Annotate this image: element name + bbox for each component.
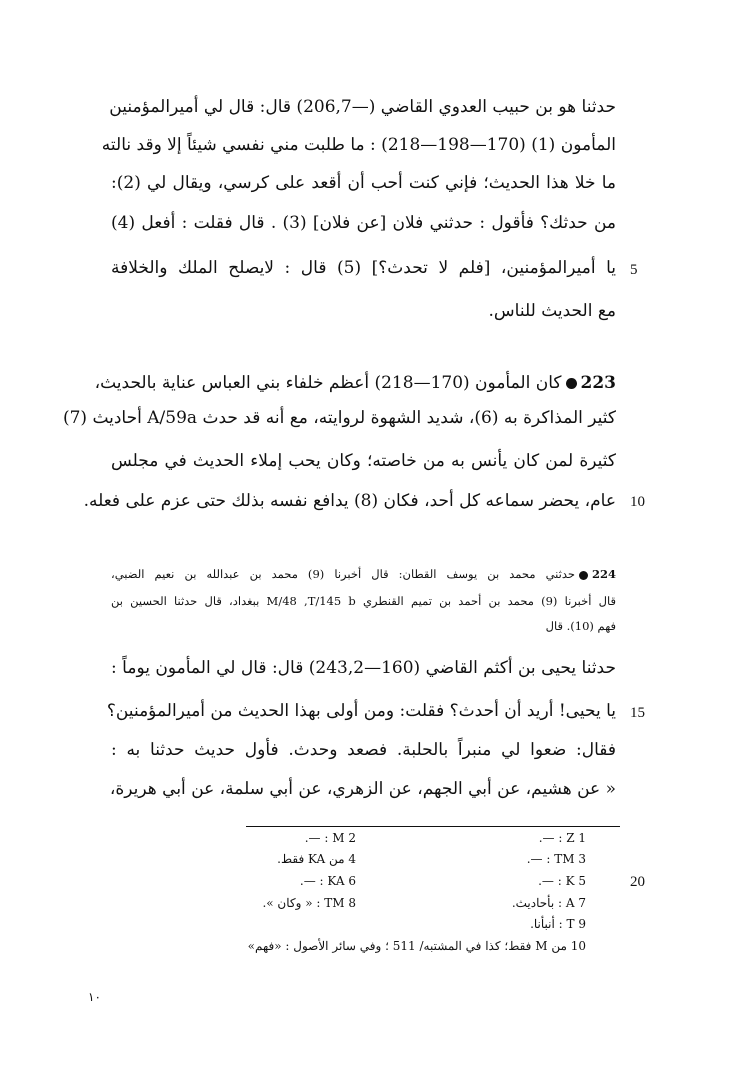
text-line: حدثنا يحيى بن أكثم القاضي (160—243,2) قال: قال لي المأمون يوماً : [111,658,616,678]
text-line: يا أميرالمؤمنين، [فلم لا تحدث؟] (5) قال : لايصلح الملك والخلافة [111,258,616,278]
text-line: كثير المذاكرة به (6)، شديد الشهوة لروايته، مع أنه قد حدث A/59a أحاديث (7) [62,408,616,428]
footnote: 6 KA : —. [299,874,356,888]
footnote: 3 TM : —. [526,852,586,866]
footnote: 8 TM : « وكان ». [262,896,356,910]
footnote: 2 M : —. [304,831,356,845]
footnote: 10 من M فقط؛ كذا في المشتبه/ 511 ؛ وفي سائر الأصول : «فهم» [247,939,586,953]
text-line [111,565,616,583]
text-line: كثيرة لمن كان يأنس به من خاصته؛ وكان يحب إملاء الحديث في مجلس [111,451,616,471]
line-number: 15 [630,705,645,721]
text-line [94,370,616,396]
bullet-icon [579,571,588,580]
text-line: فهم (10). قال [545,619,616,633]
footnote: 4 من KA فقط. [277,852,356,866]
text-line: « عن هشيم، عن أبي الجهم، عن الزهري، عن أبي سلمة، عن أبي هريرة، [109,779,616,799]
text-line: من حدثك؟ فأقول : حدثني فلان [عن فلان] (3) . قال فقلت : أفعل (4) [111,213,616,233]
section-number: 224 [592,567,617,581]
bullet-icon [566,378,577,389]
text-line: ما خلا هذا الحديث؛ فإني كنت أحب أن أقعد على كرسي، ويقال لي (2): [111,173,616,193]
text-run: كان المأمون (170—218) أعظم خلفاء بني العباس عناية بالحديث، [94,373,562,393]
text-line: فقال: ضعوا لي منبراً بالحلبة. فصعد وحدث. فأول حديث حدثنا به : [111,740,616,760]
page-mark: ١٠ [88,990,101,1004]
text-line: قال أخبرنا (9) محمد بن أحمد بن تميم القنطري M/48 ,T/145 b ببغداد، قال حدثنا الحسين بن [111,594,616,608]
text-line: حدثنا هو بن حبيب العدوي القاضي (—206,7) قال: قال لي أميرالمؤمنين [109,97,616,117]
text-line: عام، يحضر سماعه كل أحد، فكان (8) يدافع نفسه بذلك حتى عزم على فعله. [83,491,616,511]
text-line: يا يحيى! أريد أن أحدث؟ فقلت: ومن أولى بهذا الحديث من أميرالمؤمنين؟ [106,701,616,721]
footnote: 7 A : بأحاديث. [511,896,586,910]
footnote: 9 T : أنبأنا. [530,917,586,931]
line-number: 20 [630,874,645,890]
text-line: مع الحديث للناس. [488,301,616,321]
footnote-rule [246,826,620,827]
footnote: 5 K : —. [538,874,586,888]
section-number: 223 [580,373,616,393]
text-line: المأمون (1) (170—198—218) : ما طلبت مني نفسي شيئاً إلا وقد نالته [101,135,616,155]
line-number: 5 [630,262,638,278]
footnote: 1 Z : —. [538,831,586,845]
text-run: حدثني محمد بن يوسف القطان: قال أخبرنا (9) محمد بن عبدالله بن نعيم الضبي، [111,567,575,581]
line-number: 10 [630,494,645,510]
